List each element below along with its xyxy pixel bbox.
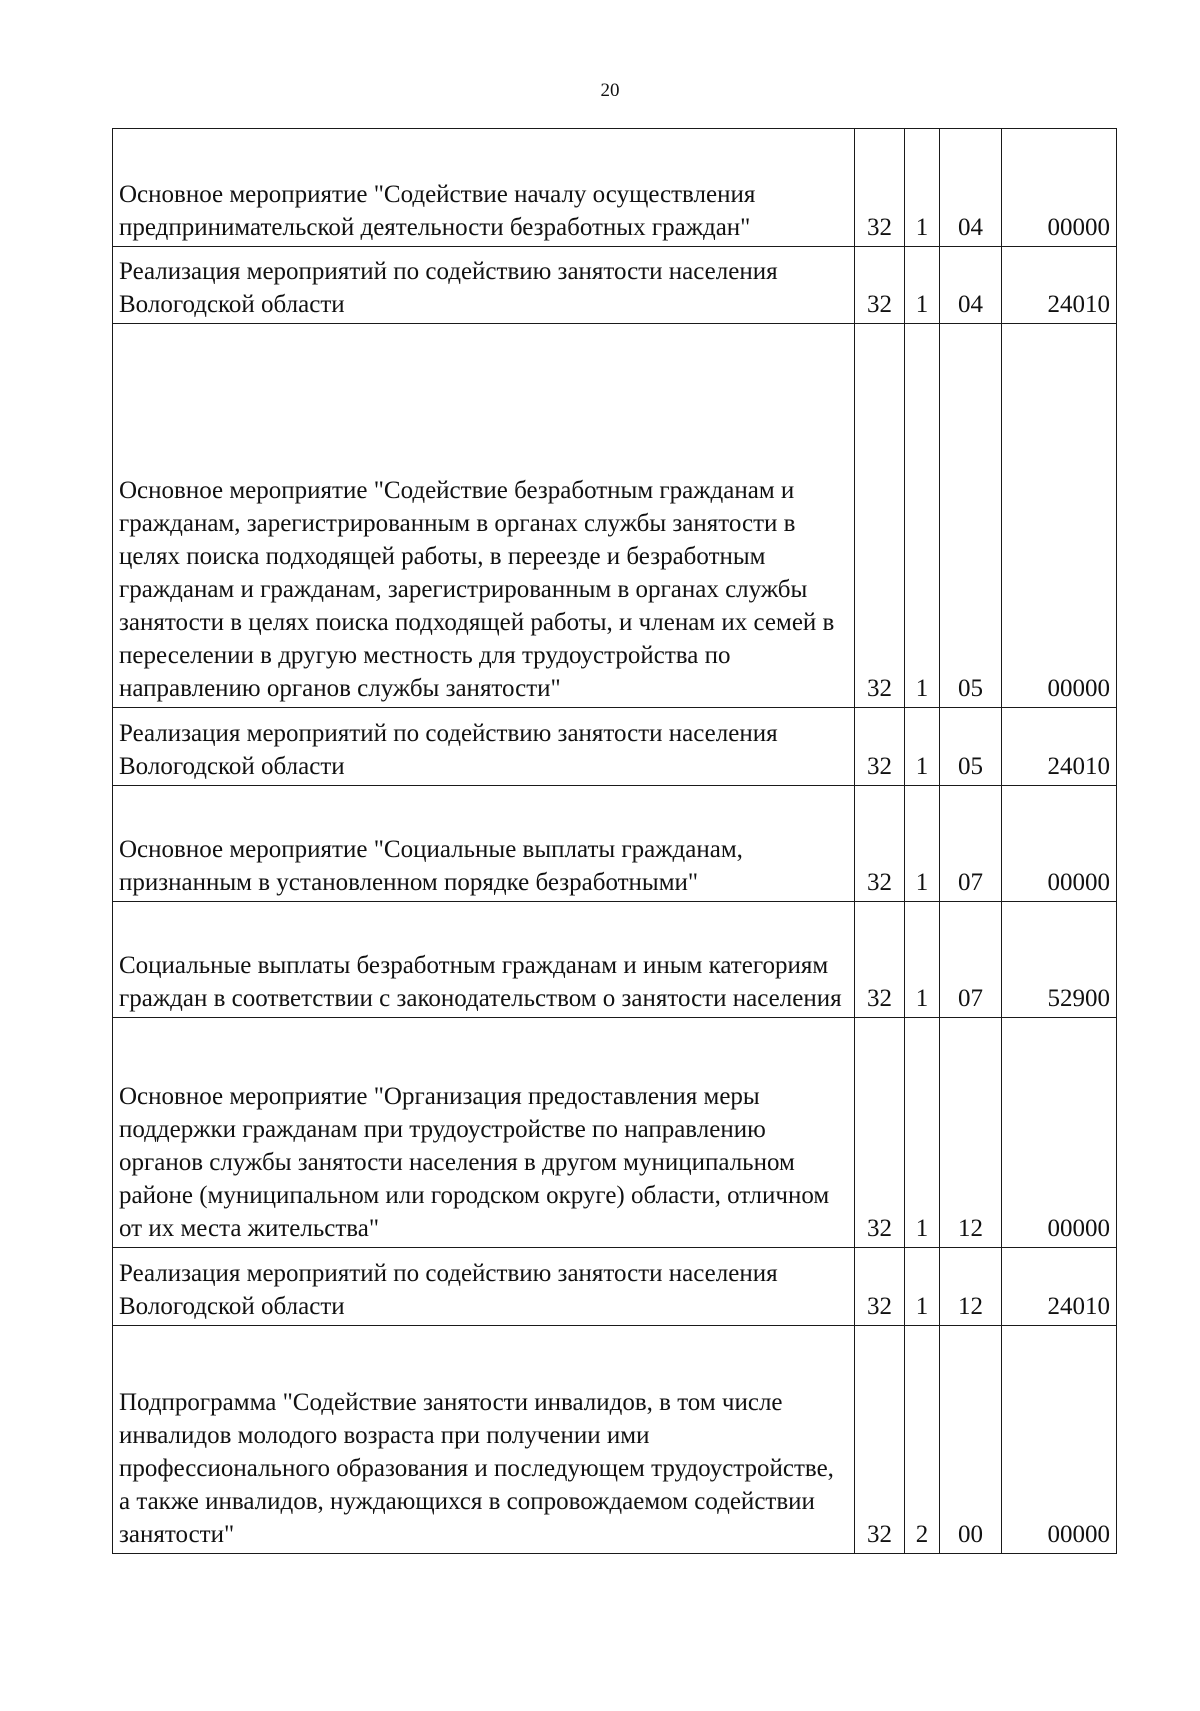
code-direction: 00000 [1002, 1018, 1117, 1248]
table-row [113, 129, 1117, 247]
code-measure: 05 [940, 324, 1002, 708]
table-row [113, 902, 1117, 1018]
code-program: 32 [855, 1018, 905, 1248]
code-subprogram: 1 [905, 786, 940, 902]
row-name: Реализация мероприятий по содействию занятости населения Вологодской области [113, 1248, 855, 1326]
table-row [113, 1248, 1117, 1326]
row-name: Основное мероприятие "Содействие началу осуществления предпринимательской деятельности безработных граждан" [113, 129, 855, 247]
code-measure: 07 [940, 786, 1002, 902]
row-name: Социальные выплаты безработным гражданам и иным категориям граждан в соответствии с законодательством о занятости населения [113, 902, 855, 1018]
code-measure: 04 [940, 247, 1002, 324]
code-direction: 00000 [1002, 129, 1117, 247]
code-program: 32 [855, 247, 905, 324]
row-name: Реализация мероприятий по содействию занятости населения Вологодской области [113, 247, 855, 324]
code-direction: 24010 [1002, 1248, 1117, 1326]
table-row [113, 324, 1117, 708]
code-measure: 12 [940, 1248, 1002, 1326]
row-name: Основное мероприятие "Организация предоставления меры поддержки гражданам при трудоустройстве по направлению органов службы занятости населения в другом муниципальном районе (муниципальном или городском округе) области, отличном от их места жительства" [113, 1018, 855, 1248]
code-program: 32 [855, 1326, 905, 1554]
code-subprogram: 1 [905, 708, 940, 786]
code-measure: 00 [940, 1326, 1002, 1554]
code-direction: 52900 [1002, 902, 1117, 1018]
code-direction: 00000 [1002, 1326, 1117, 1554]
code-subprogram: 1 [905, 324, 940, 708]
table-row [113, 247, 1117, 324]
code-program: 32 [855, 129, 905, 247]
table-row [113, 1326, 1117, 1554]
code-measure: 04 [940, 129, 1002, 247]
code-subprogram: 1 [905, 1018, 940, 1248]
row-name: Основное мероприятие "Содействие безработным гражданам и гражданам, зарегистрированным в органах службы занятости в целях поиска подходящей работы, в переезде и безработным гражданам и гражданам, зарегистрированным в органах службы занятости в целях поиска подходящей работы, и членам их семей в переселении в другую местность для трудоустройства по направлению органов службы занятости" [113, 324, 855, 708]
code-program: 32 [855, 708, 905, 786]
budget-classification-table [112, 128, 1117, 1554]
code-direction: 24010 [1002, 247, 1117, 324]
code-direction: 00000 [1002, 786, 1117, 902]
code-program: 32 [855, 1248, 905, 1326]
page-number: 20 [600, 80, 620, 101]
code-program: 32 [855, 902, 905, 1018]
code-direction: 24010 [1002, 708, 1117, 786]
code-subprogram: 1 [905, 247, 940, 324]
code-program: 32 [855, 324, 905, 708]
table-row [113, 1018, 1117, 1248]
code-direction: 00000 [1002, 324, 1117, 708]
code-measure: 05 [940, 708, 1002, 786]
code-subprogram: 1 [905, 129, 940, 247]
row-name: Основное мероприятие "Социальные выплаты гражданам, признанным в установленном порядке безработными" [113, 786, 855, 902]
code-subprogram: 1 [905, 902, 940, 1018]
code-program: 32 [855, 786, 905, 902]
code-subprogram: 2 [905, 1326, 940, 1554]
row-name: Реализация мероприятий по содействию занятости населения Вологодской области [113, 708, 855, 786]
table-row [113, 708, 1117, 786]
code-measure: 12 [940, 1018, 1002, 1248]
code-subprogram: 1 [905, 1248, 940, 1326]
code-measure: 07 [940, 902, 1002, 1018]
row-name: Подпрограмма "Содействие занятости инвалидов, в том числе инвалидов молодого возраста при получении ими профессионального образования и последующем трудоустройстве, а также инвалидов, нуждающихся в сопровождаемом содействии занятости" [113, 1326, 855, 1554]
table-row [113, 786, 1117, 902]
